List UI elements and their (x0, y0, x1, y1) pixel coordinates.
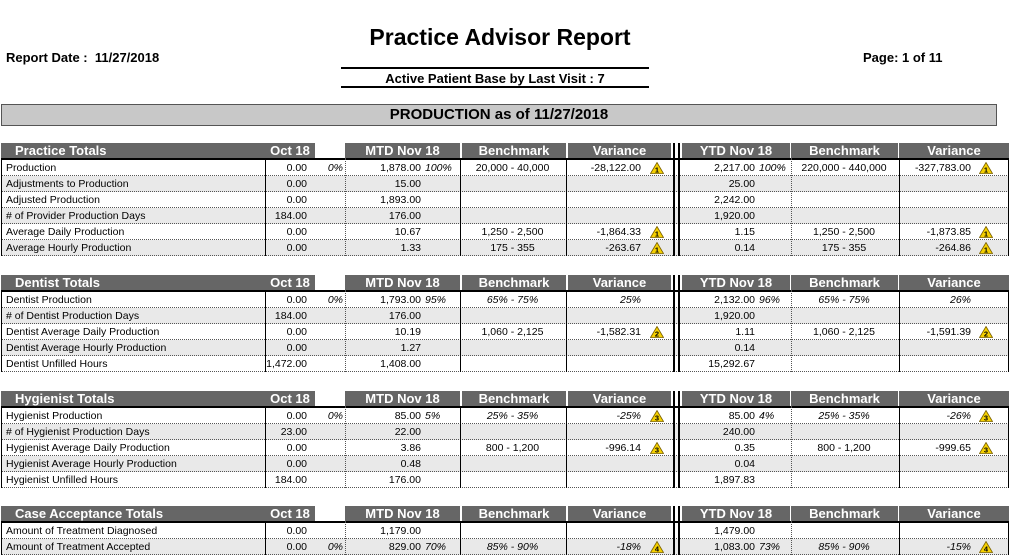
ytd-value: 1,479.00 (714, 525, 755, 537)
table-row (1, 456, 1009, 472)
oct-percent: 0% (327, 294, 343, 306)
warning-triangle-icon (979, 162, 993, 174)
mtd-benchmark: 20,000 - 40,000 (475, 162, 550, 174)
column-header-ytd: YTD Nov 18 (682, 391, 790, 406)
column-divider (1, 521, 2, 555)
mtd-benchmark: 175 - 355 (490, 242, 535, 254)
ytd-value: 85.00 (728, 410, 755, 422)
warning-triangle-icon (979, 541, 993, 553)
section-title: Case Acceptance Totals (1, 506, 265, 521)
column-header-oct: Oct 18 (265, 143, 315, 158)
section-header (1, 391, 1009, 406)
column-header-benchmark: Benchmark (462, 391, 566, 406)
ytd-value: 1.15 (734, 226, 755, 238)
mtd-value: 1,893.00 (380, 194, 421, 206)
mtd-value: 1,793.00 (380, 294, 421, 306)
oct-value: 0.00 (286, 525, 307, 537)
ytd-value: 0.04 (734, 458, 755, 470)
ytd-benchmark: 175 - 355 (821, 242, 867, 254)
mtd-percent: 70% (425, 541, 447, 553)
column-header-variance: Variance (899, 506, 1009, 521)
column-divider (566, 521, 567, 555)
mtd-value: 1,179.00 (380, 525, 421, 537)
mtd-value: 15.00 (394, 178, 421, 190)
section-title: Dentist Totals (1, 275, 265, 290)
row-label: Hygienist Production (6, 410, 103, 422)
ytd-value: 1,920.00 (714, 210, 755, 222)
warning-triangle-icon (650, 541, 664, 553)
column-divider (1008, 158, 1009, 256)
warning-triangle-icon (979, 242, 993, 254)
oct-value: 0.00 (286, 410, 307, 422)
table-row (1, 224, 1009, 240)
ytd-benchmark: 1,250 - 2,500 (813, 226, 875, 238)
warning-level: 3 (654, 445, 660, 454)
warning-triangle-icon (650, 226, 664, 238)
table-row (1, 356, 1009, 372)
column-divider (460, 406, 461, 488)
row-label: # of Provider Production Days (6, 210, 146, 222)
section-hygienist-totals (1, 391, 1009, 488)
column-header-mtd: MTD Nov 18 (345, 391, 460, 406)
ytd-value: 0.14 (734, 342, 755, 354)
mtd-value: 22.00 (394, 426, 421, 438)
table-row (1, 472, 1009, 488)
column-header-benchmark: Benchmark (462, 275, 566, 290)
table-row (1, 408, 1009, 424)
column-divider (460, 158, 461, 256)
oct-value: 0.00 (286, 194, 307, 206)
ytd-variance: -15% (946, 541, 971, 553)
oct-value: 0.00 (286, 294, 307, 306)
column-divider (899, 521, 900, 555)
column-header-variance: Variance (899, 275, 1009, 290)
column-header-oct: Oct 18 (265, 506, 315, 521)
column-divider (1, 158, 2, 256)
warning-level: 2 (983, 329, 989, 338)
warning-triangle-icon (650, 326, 664, 338)
mtd-value: 176.00 (388, 210, 421, 222)
column-divider (899, 406, 900, 488)
oct-value: 0.00 (286, 226, 307, 238)
page-number: Page: 1 of 11 (863, 50, 943, 65)
section-practice-totals (1, 143, 1009, 256)
section-case-acceptance-totals (1, 506, 1009, 555)
row-label: Hygienist Unfilled Hours (6, 474, 119, 486)
row-label: Dentist Average Daily Production (6, 326, 160, 338)
ytd-value: 1,920.00 (714, 310, 755, 322)
report-title: Practice Advisor Report (369, 24, 631, 50)
production-banner: PRODUCTION as of 11/27/2018 (1, 104, 997, 126)
warning-level: 4 (654, 544, 660, 553)
column-header-benchmark: Benchmark (462, 143, 566, 158)
mtd-value: 0.48 (400, 458, 421, 470)
section-title: Practice Totals (1, 143, 265, 158)
row-label: Production (6, 162, 57, 174)
ytd-benchmark: 85% - 90% (818, 541, 870, 553)
mtd-value: 1,878.00 (380, 162, 421, 174)
mtd-variance: -1,864.33 (596, 226, 641, 238)
mtd-benchmark: 25% - 35% (486, 410, 539, 422)
column-divider (791, 158, 793, 256)
ytd-benchmark: 800 - 1,200 (817, 442, 871, 454)
mtd-variance: -263.67 (605, 242, 641, 254)
column-divider (899, 158, 900, 256)
column-divider (1, 406, 2, 488)
mtd-benchmark: 1,250 - 2,500 (481, 226, 544, 238)
column-divider (460, 290, 461, 372)
column-divider (345, 406, 347, 488)
period-divider (673, 275, 680, 372)
ytd-value: 0.14 (734, 242, 755, 254)
row-label: Adjusted Production (6, 194, 100, 206)
column-header-ytd: YTD Nov 18 (682, 143, 790, 158)
warning-level: 3 (983, 445, 989, 454)
oct-value: 23.00 (280, 426, 307, 438)
mtd-value: 1,408.00 (380, 358, 421, 370)
warning-level: 1 (654, 165, 660, 174)
mtd-variance: -25% (616, 410, 641, 422)
row-label: Amount of Treatment Diagnosed (6, 525, 158, 537)
oct-value: 0.00 (286, 342, 307, 354)
oct-percent: 0% (327, 410, 343, 422)
active-patient-base: Active Patient Base by Last Visit : 7 (341, 67, 649, 88)
row-label: Average Hourly Production (6, 242, 132, 254)
ytd-variance: 26% (949, 294, 971, 306)
column-header-variance: Variance (568, 391, 671, 406)
mtd-variance: -28,122.00 (590, 162, 641, 174)
warning-level: 1 (983, 165, 989, 174)
ytd-variance: -264.86 (935, 242, 971, 254)
ytd-percent: 100% (759, 162, 786, 174)
ytd-value: 2,242.00 (714, 194, 755, 206)
row-label: Adjustments to Production (6, 178, 129, 190)
ytd-value: 1.11 (735, 326, 755, 338)
mtd-value: 1.33 (400, 242, 421, 254)
table-row (1, 440, 1009, 456)
mtd-variance: -1,582.31 (596, 326, 641, 338)
oct-value: 0.00 (286, 178, 307, 190)
mtd-percent: 100% (425, 162, 452, 174)
column-header-oct: Oct 18 (265, 275, 315, 290)
ytd-benchmark: 25% - 35% (818, 410, 870, 422)
column-header-mtd: MTD Nov 18 (345, 275, 460, 290)
column-divider (345, 290, 347, 372)
row-label: Average Daily Production (6, 226, 125, 238)
mtd-value: 3.86 (400, 442, 421, 454)
column-divider (566, 290, 567, 372)
warning-level: 1 (654, 229, 660, 238)
report-date (6, 50, 159, 65)
ytd-value: 25.00 (728, 178, 755, 190)
mtd-benchmark: 65% - 75% (486, 294, 539, 306)
column-divider (265, 158, 266, 256)
ytd-percent: 96% (759, 294, 781, 306)
oct-value: 0.00 (286, 326, 307, 338)
row-label: Amount of Treatment Accepted (6, 541, 151, 553)
warning-triangle-icon (650, 162, 664, 174)
warning-triangle-icon (979, 410, 993, 422)
table-row (1, 539, 1009, 555)
ytd-variance: -1,873.85 (926, 226, 971, 238)
period-divider (673, 391, 680, 488)
warning-triangle-icon (979, 326, 993, 338)
column-header-variance: Variance (899, 391, 1009, 406)
column-header-oct: Oct 18 (265, 391, 315, 406)
mtd-value: 176.00 (388, 474, 421, 486)
column-header-variance: Variance (899, 143, 1009, 158)
column-header-benchmark: Benchmark (462, 506, 566, 521)
table-row (1, 192, 1009, 208)
section-dentist-totals (1, 275, 1009, 372)
oct-percent: 0% (327, 162, 343, 174)
warning-triangle-icon (979, 226, 993, 238)
mtd-value: 10.67 (394, 226, 421, 238)
oct-value: 0.00 (286, 458, 307, 470)
oct-percent: 0% (327, 541, 343, 553)
column-divider (1008, 290, 1009, 372)
report-date-value: 11/27/2018 (94, 50, 160, 65)
ytd-variance: -26% (946, 410, 971, 422)
mtd-variance: 25% (619, 294, 641, 306)
oct-value: 0.00 (286, 541, 307, 553)
mtd-value: 176.00 (388, 310, 421, 322)
column-divider (1008, 406, 1009, 488)
mtd-benchmark: 1,060 - 2,125 (481, 326, 544, 338)
column-divider (265, 521, 266, 555)
row-label: Dentist Average Hourly Production (6, 342, 167, 354)
period-divider (673, 143, 680, 256)
section-header (1, 506, 1009, 521)
section-header (1, 143, 1009, 158)
ytd-value: 240.00 (722, 426, 755, 438)
warning-level: 1 (654, 245, 660, 254)
column-divider (265, 406, 266, 488)
column-divider (566, 406, 567, 488)
report-date-label: Report Date : (6, 50, 88, 65)
column-header-benchmark: Benchmark (791, 275, 898, 290)
warning-level: 4 (983, 544, 989, 553)
ytd-percent: 73% (759, 541, 781, 553)
column-header-benchmark: Benchmark (791, 391, 898, 406)
table-row (1, 324, 1009, 340)
ytd-variance: -1,591.39 (926, 326, 971, 338)
warning-level: 1 (983, 229, 989, 238)
ytd-benchmark: 65% - 75% (818, 294, 870, 306)
warning-triangle-icon (650, 242, 664, 254)
row-label: Hygienist Average Daily Production (6, 442, 170, 454)
row-label: Dentist Production (6, 294, 92, 306)
mtd-variance: -18% (616, 541, 641, 553)
ytd-variance: -999.65 (935, 442, 971, 454)
row-label: Dentist Unfilled Hours (6, 358, 108, 370)
column-divider (345, 521, 347, 555)
warning-triangle-icon (979, 442, 993, 454)
table-row (1, 308, 1009, 324)
mtd-benchmark: 800 - 1,200 (485, 442, 540, 454)
row-label: # of Hygienist Production Days (6, 426, 150, 438)
warning-level: 3 (654, 413, 660, 422)
column-header-variance: Variance (568, 506, 671, 521)
row-label: # of Dentist Production Days (6, 310, 140, 322)
warning-level: 1 (983, 245, 989, 254)
mtd-percent: 5% (425, 410, 441, 422)
column-header-ytd: YTD Nov 18 (682, 506, 790, 521)
column-divider (791, 290, 793, 372)
mtd-value: 10.19 (394, 326, 421, 338)
table-row (1, 523, 1009, 539)
mtd-variance: -996.14 (605, 442, 641, 454)
oct-value: 1,472.00 (266, 358, 307, 370)
column-header-variance: Variance (568, 143, 671, 158)
column-header-mtd: MTD Nov 18 (345, 143, 460, 158)
column-divider (1, 290, 2, 372)
table-row (1, 160, 1009, 176)
period-divider (673, 506, 680, 555)
ytd-value: 2,217.00 (714, 162, 755, 174)
mtd-value: 1.27 (400, 342, 421, 354)
column-divider (566, 158, 567, 256)
column-header-ytd: YTD Nov 18 (682, 275, 790, 290)
mtd-value: 85.00 (394, 410, 421, 422)
oct-value: 0.00 (286, 162, 307, 174)
column-divider (345, 158, 347, 256)
ytd-variance: -327,783.00 (914, 162, 971, 174)
warning-triangle-icon (650, 410, 664, 422)
column-header-variance: Variance (568, 275, 671, 290)
column-header-mtd: MTD Nov 18 (345, 506, 460, 521)
oct-value: 184.00 (274, 310, 307, 322)
ytd-value: 1,897.83 (714, 474, 755, 486)
row-label: Hygienist Average Hourly Production (6, 458, 177, 470)
column-divider (1008, 521, 1009, 555)
column-divider (791, 521, 793, 555)
section-title: Hygienist Totals (1, 391, 265, 406)
oct-value: 0.00 (286, 442, 307, 454)
column-divider (265, 290, 266, 372)
column-header-benchmark: Benchmark (791, 506, 898, 521)
warning-triangle-icon (650, 442, 664, 454)
warning-level: 3 (983, 413, 989, 422)
mtd-benchmark: 85% - 90% (486, 541, 539, 553)
column-header-benchmark: Benchmark (791, 143, 898, 158)
table-row (1, 424, 1009, 440)
oct-value: 184.00 (274, 210, 307, 222)
ytd-value: 1,083.00 (714, 541, 755, 553)
ytd-value: 0.35 (734, 442, 755, 454)
column-divider (899, 290, 900, 372)
table-row (1, 292, 1009, 308)
section-header (1, 275, 1009, 290)
table-row (1, 240, 1009, 256)
table-row (1, 176, 1009, 192)
table-row (1, 340, 1009, 356)
table-row (1, 208, 1009, 224)
ytd-value: 2,132.00 (714, 294, 755, 306)
ytd-benchmark: 1,060 - 2,125 (813, 326, 875, 338)
ytd-percent: 4% (759, 410, 775, 422)
mtd-value: 829.00 (388, 541, 421, 553)
oct-value: 184.00 (274, 474, 307, 486)
column-divider (460, 521, 461, 555)
oct-value: 0.00 (286, 242, 307, 254)
mtd-percent: 95% (425, 294, 447, 306)
warning-level: 2 (654, 329, 660, 338)
ytd-benchmark: 220,000 - 440,000 (801, 162, 887, 174)
column-divider (791, 406, 793, 488)
ytd-value: 15,292.67 (708, 358, 755, 370)
